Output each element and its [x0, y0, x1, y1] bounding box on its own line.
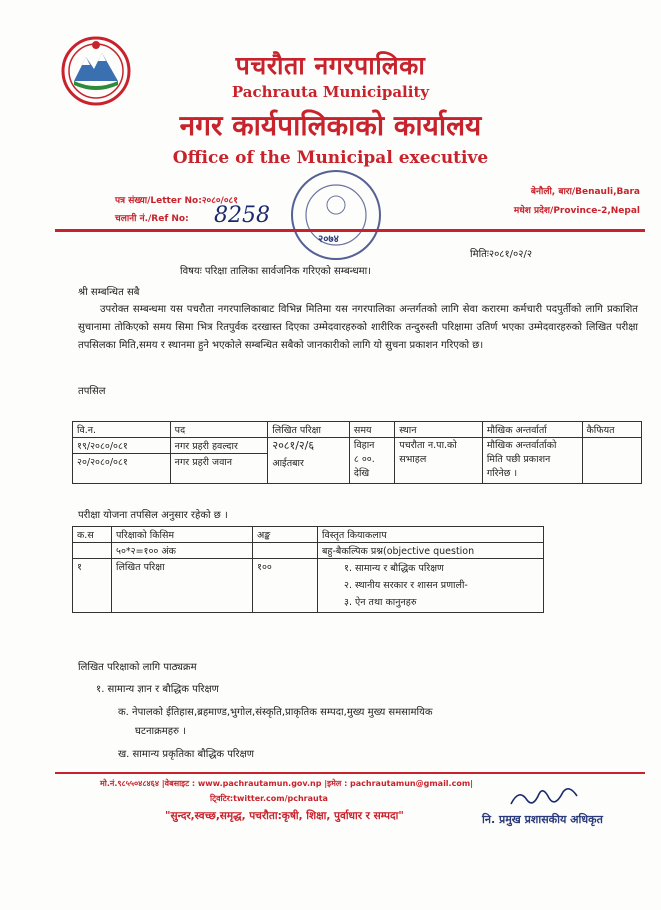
empty-cell [253, 543, 318, 559]
exam-place-cell [395, 438, 483, 484]
letter-subject: विषयः परिक्षा तालिका सार्वजनिक गरिएको सम्बन्धमा। [180, 266, 371, 277]
letter-date: मितिः२०८१/०२/२ [470, 249, 533, 260]
table-row [73, 543, 544, 559]
exam-time-cell [349, 438, 394, 484]
time-line: विहान [353, 440, 375, 451]
syllabus-item-1: १. सामान्य ज्ञान र बौद्धिक परिक्षण [96, 684, 219, 695]
schedule-header-row [73, 422, 642, 438]
schedule-header: मौखिक अन्तर्वार्ता [482, 422, 582, 438]
time-line: देखि [353, 468, 370, 479]
post-number: १९/२०८०/०८१ [73, 438, 171, 454]
plan-header: परिक्षाको किसिम [112, 527, 253, 543]
interview-line: मिति पछी प्रकाशन [486, 454, 551, 465]
plan-header: विस्तृत कियाकलाप [318, 527, 544, 543]
stamp-year: २०७४ [318, 234, 339, 245]
plan-row-number: १ [73, 559, 112, 613]
schedule-header: स्थान [395, 422, 483, 438]
interview-line: गरिनेछ । [486, 468, 518, 479]
place-line: पचरौता न.पा.को [399, 440, 457, 451]
syllabus-sub-a-cont: घटनाक्रमहरु । [135, 726, 187, 737]
tapsil-label: तपसिल [78, 386, 106, 397]
address-line-1: बेनौली, बारा/Benauli,Bara [530, 187, 640, 197]
footer-slogan: "सुन्दर,स्वच्छ,समृद्ध, पचरौता:कृषी, शिक्षा, पुर्वाधार र सम्पदा" [165, 810, 404, 822]
exam-date: २०८१/२/६ [272, 439, 315, 452]
list-item: ३. ऐन तथा कानुनहरु [344, 597, 417, 608]
plan-marks: १०० [253, 559, 318, 613]
signature [505, 782, 585, 814]
ref-number-label: चलानी नं./Ref No: [115, 214, 189, 224]
municipality-name-np: पचरौता नगरपालिका [235, 51, 426, 80]
table-row [73, 438, 642, 454]
exam-date-cell [268, 438, 350, 484]
plan-header: अङ्क [253, 527, 318, 543]
mcq-text: बहु-बैकल्पिक प्रश्न(objective question [318, 543, 544, 559]
footer-divider [55, 772, 645, 774]
remarks-cell [582, 438, 641, 484]
signature-title: नि. प्रमुख प्रशासकीय अधिकृत [482, 813, 603, 826]
schedule-header: समय [349, 422, 394, 438]
letter-number: पत्र संख्या/Letter No:२०८०/०८१ [115, 196, 238, 206]
body-paragraph: उपरोक्त सम्बन्धमा यस पचरौता नगरपालिकाबाट विभिन्न मितिमा यस नगरपालिका अन्तर्गतको लागि सेवा करारमा कर्मचारी पदपुर्तीको लागि प्रकाशित सुचानामा तोकिएको समय सिमा भित्र रितपुर्वक दरखास्त दिएका उम्मेदवारहरुको शारीरिक तन्दुरुस्ती परिक्षामा उतिर्ण भएका उम्मेदवारहरुको लिखित परीक्षा तपसिलका मिति,समय र स्थानमा हुने भएकोले सम्बन्धित सबैको जानकारीको लागि यो सुचना प्रकाशन गरिएको छ। [78, 304, 638, 351]
address-line-2: मधेश प्रदेश/Province-2,Nepal [513, 206, 640, 216]
exam-day: आईतबार [272, 458, 304, 469]
list-item: १. सामान्य र बौद्धिक परिक्षण [344, 563, 444, 574]
footer-contact: मो.नं.९८५५०४८४६४ |वेबसाइट : www.pachrautamun.gov.np |इमेल : pachrautamun@gmail.com| [100, 779, 474, 788]
marks-formula: ५०*२=१०० अंक [112, 543, 253, 559]
salutation: श्री सम्बन्धित सबै [78, 287, 140, 298]
plan-exam-type: लिखित परिक्षा [112, 559, 253, 613]
list-item: २. स्थानीय सरकार र शासन प्रणाली- [344, 580, 468, 591]
office-stamp [286, 165, 386, 265]
post-name: नगर प्रहरी जवान [170, 454, 268, 484]
ref-number-handwritten: 8258 [214, 203, 270, 228]
office-name-en: Office of the Municipal executive [172, 148, 489, 168]
place-line: सभाहल [399, 454, 427, 465]
plan-items-cell [318, 559, 544, 613]
syllabus-sub-b: ख. सामान्य प्रकृतिका बौद्धिक परिक्षण [118, 749, 254, 760]
syllabus-title: लिखित परिक्षाको लागि पाठ्यक्रम [78, 662, 197, 673]
plan-header-row [73, 527, 544, 543]
schedule-header: वि.न. [73, 422, 171, 438]
schedule-header: पद [170, 422, 268, 438]
table-row [73, 559, 544, 613]
plan-intro: परीक्षा योजना तपसिल अनुसार रहेको छ । [78, 510, 228, 521]
exam-plan-table [72, 526, 544, 613]
municipality-name-en: Pachrauta Municipality [231, 83, 430, 101]
exam-schedule-table [72, 421, 642, 484]
syllabus-sub-a: क. नेपालको ईतिहास,ब्रहमाण्ड,भुगोल,संस्कृति,प्राकृतिक सम्पदा,मुख्य मुख्य समसामयिक [118, 707, 433, 718]
header-divider [55, 229, 645, 232]
empty-cell [73, 543, 112, 559]
time-line: ८ ००. [353, 454, 375, 465]
post-name: नगर प्रहरी हवल्दार [170, 438, 268, 454]
post-number: २०/२०८०/०८१ [73, 454, 171, 484]
schedule-header: कैफियत [582, 422, 641, 438]
interview-cell [482, 438, 582, 484]
interview-line: मौखिक अन्तर्वार्ताको [486, 440, 557, 451]
footer-twitter: टि्वटिर:twitter.com/pchrauta [210, 794, 328, 803]
plan-header: क.स [73, 527, 112, 543]
office-name-np: नगर कार्यपालिकाको कार्यालय [179, 109, 482, 142]
schedule-header: लिखित परिक्षा [268, 422, 350, 438]
